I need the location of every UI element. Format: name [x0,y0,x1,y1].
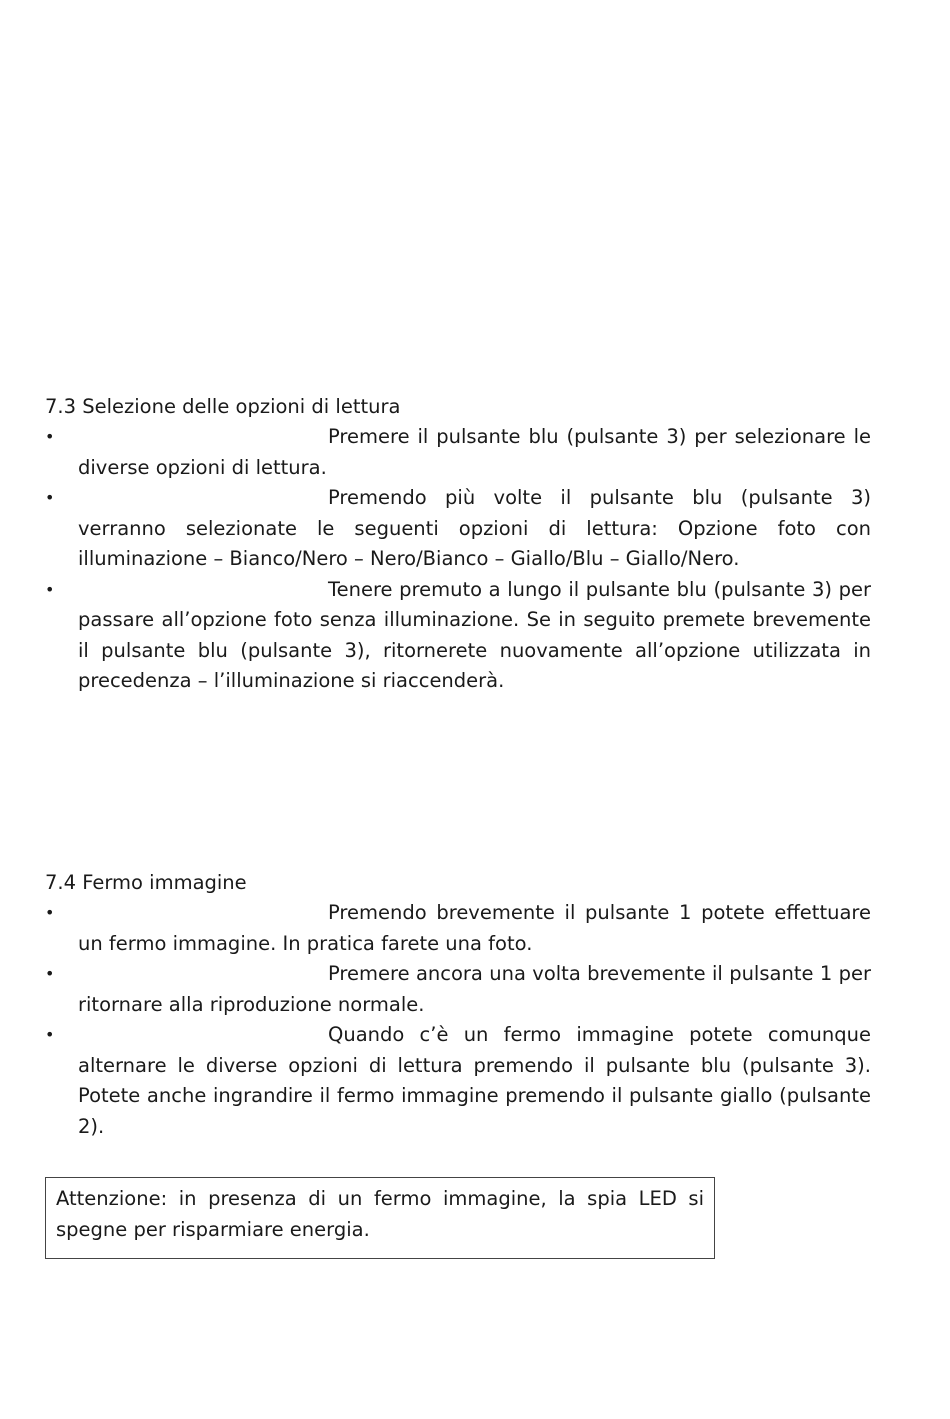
list-item-text: Quando c’è un fermo immagine potete comunque alternare le diverse opzioni di lettura premendo il pulsante blu (pulsante 3). Potete anche ingrandire il fermo immagine premendo il pulsante giallo (pulsante 2). [78,1023,871,1138]
list-item [45,422,871,483]
list-item [45,959,871,1020]
bullet-list [45,422,871,697]
section-heading: 7.4 Fermo immagine [45,871,247,894]
bullet-icon: • [45,488,55,507]
bullet-icon: • [45,964,55,983]
warning-note-text: Attenzione: in presenza di un fermo immagine, la spia LED si spegne per risparmiare energia. [56,1187,704,1241]
section-heading: 7.3 Selezione delle opzioni di lettura [45,395,401,418]
bullet-icon: • [45,1025,55,1044]
list-item [45,483,871,575]
list-item [45,898,871,959]
list-item [45,575,871,697]
list-item-text: Tenere premuto a lungo il pulsante blu (pulsante 3) per passare all’opzione foto senza illuminazione. Se in seguito premete brevemente il pulsante blu (pulsante 3), ritornerete nuovamente all’opzione utilizzata in precedenza – l’illuminazione si riaccenderà. [78,577,871,692]
section-freeze-frame [45,868,871,1142]
list-item-text: Premere ancora una volta brevemente il pulsante 1 per ritornare alla riproduzione normale. [78,962,871,1016]
bullet-icon: • [45,427,55,446]
list-item-text: Premendo brevemente il pulsante 1 potete effettuare un fermo immagine. In pratica farete una foto. [78,901,871,955]
bullet-icon: • [45,579,55,599]
list-item [45,1020,871,1142]
bullet-list [45,898,871,1142]
section-reading-options [45,392,871,697]
list-item-text: Premendo più volte il pulsante blu (pulsante 3) verranno selezionate le seguenti opzioni di lettura: Opzione foto con illuminazione – Bianco/Nero – Nero/Bianco – Giallo/Blu – Giallo/Nero. [78,486,871,570]
list-item-text: Premere il pulsante blu (pulsante 3) per selezionare le diverse opzioni di lettura. [78,425,871,479]
bullet-icon: • [45,903,55,922]
warning-note-box [45,1177,715,1259]
